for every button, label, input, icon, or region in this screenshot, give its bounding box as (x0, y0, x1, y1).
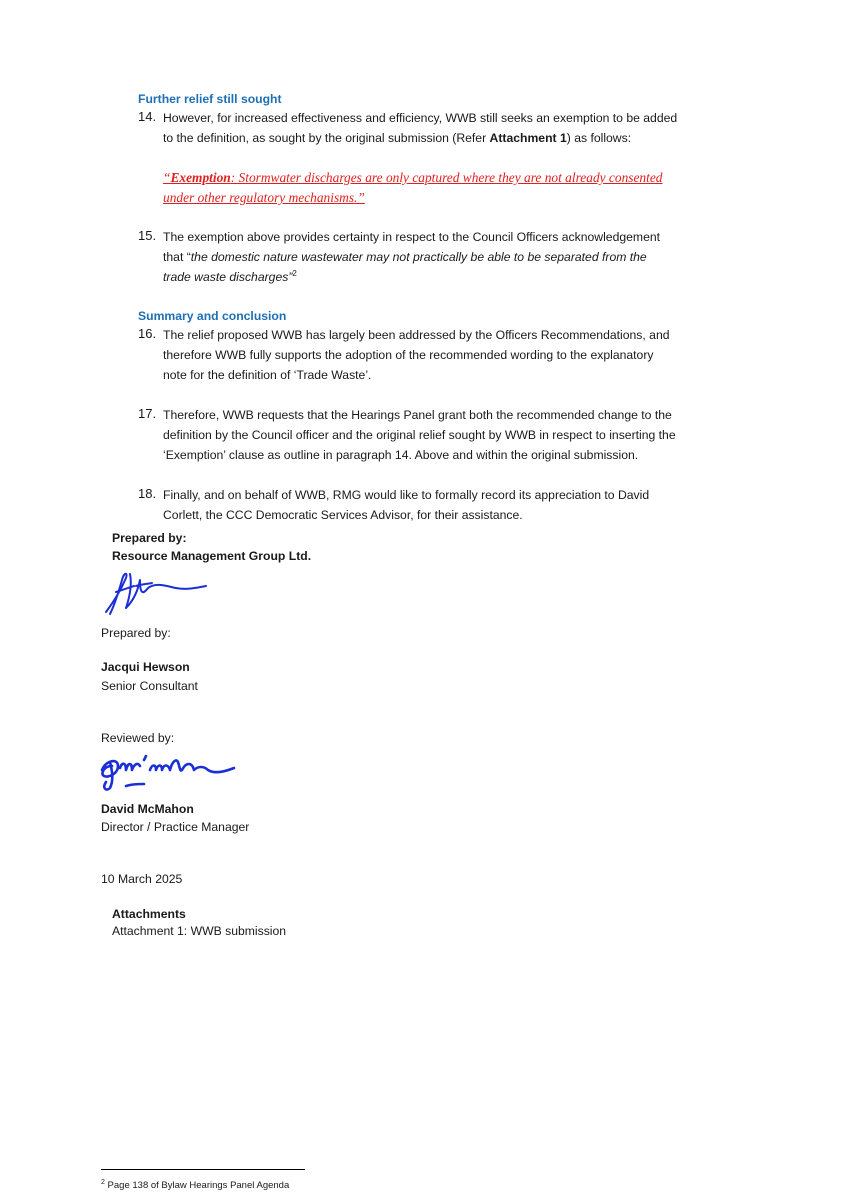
footnote-reference: 2 (292, 269, 297, 278)
company-name: Resource Management Group Ltd. (112, 549, 312, 563)
paragraph-line: note for the definition of ‘Trade Waste’. (163, 368, 372, 382)
preparer-title: Senior Consultant (101, 679, 198, 693)
paragraph-line: to the definition, as sought by the original submission (Refer Attachment 1) as follows: (163, 131, 632, 145)
paragraph-number: 17. (138, 406, 157, 421)
section-heading-summary: Summary and conclusion (138, 309, 287, 323)
paragraph-16 (163, 325, 723, 385)
exemption-line: under other regulatory mechanisms.” (163, 190, 365, 205)
paragraph-line: that “the domestic nature wastewater may not practically be able to be separated from the (163, 250, 647, 264)
paragraph-number: 16. (138, 326, 157, 341)
paragraph-line: The relief proposed WWB has largely been addressed by the Officers Recommendations, and (163, 328, 670, 342)
signature-reviewer (96, 748, 238, 796)
footnote-number: 2 (101, 1179, 105, 1186)
paragraph-15 (163, 227, 723, 287)
prepared-by-label: Prepared by: (101, 626, 171, 640)
paragraph-18 (163, 485, 723, 525)
attachments-heading: Attachments (112, 907, 186, 921)
reviewer-name: David McMahon (101, 802, 194, 816)
attachment-item: Attachment 1: WWB submission (112, 924, 287, 938)
paragraph-line: definition by the Council officer and the original relief sought by WWB in respect to inserting the (163, 428, 676, 442)
prepared-by-heading: Prepared by: (112, 531, 187, 545)
reviewer-title: Director / Practice Manager (101, 820, 250, 834)
attachment-reference: Attachment 1 (489, 131, 567, 145)
footnote-text: Page 138 of Bylaw Hearings Panel Agenda (107, 1180, 290, 1191)
exemption-clause (163, 168, 733, 208)
paragraph-number: 15. (138, 228, 157, 243)
reviewed-by-label: Reviewed by: (101, 731, 175, 745)
paragraph-line: Corlett, the CCC Democratic Services Advisor, for their assistance. (163, 508, 523, 522)
preparer-name: Jacqui Hewson (101, 660, 190, 674)
paragraph-number: 18. (138, 486, 157, 501)
footnote-separator (101, 1169, 305, 1170)
exemption-label: Exemption (170, 170, 231, 185)
signature-preparer (100, 566, 212, 618)
paragraph-14 (163, 108, 723, 148)
paragraph-line: Finally, and on behalf of WWB, RMG would like to formally record its appreciation to David (163, 488, 650, 502)
paragraph-line: ‘Exemption’ clause as outline in paragraph 14. Above and within the original submission. (163, 448, 639, 462)
paragraph-line: However, for increased effectiveness and efficiency, WWB still seeks an exemption to be added (163, 111, 678, 125)
paragraph-line: trade waste discharges”$^2$ (163, 269, 297, 284)
section-heading-further-relief: Further relief still sought (138, 92, 282, 106)
paragraph-line: therefore WWB fully supports the adoption of the recommended wording to the explanatory (163, 348, 654, 362)
paragraph-line: Therefore, WWB requests that the Hearings Panel grant both the recommended change to the (163, 408, 672, 422)
footnote (101, 1180, 289, 1191)
paragraph-line: The exemption above provides certainty in respect to the Council Officers acknowledgement (163, 230, 661, 244)
exemption-line: “Exemption: Stormwater discharges are only captured where they are not already consented (163, 170, 663, 185)
paragraph-17 (163, 405, 733, 465)
document-date: 10 March 2025 (101, 872, 183, 886)
paragraph-number: 14. (138, 109, 157, 124)
